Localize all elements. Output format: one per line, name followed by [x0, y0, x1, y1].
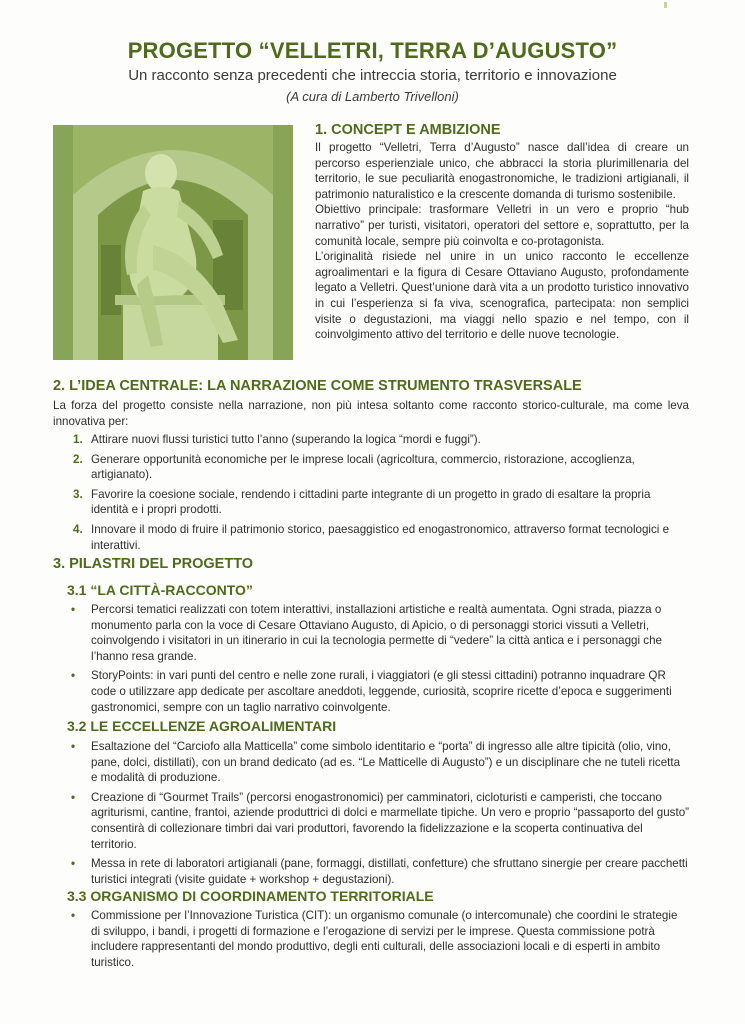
list-item-text: Generare opportunità economiche per le imprese locali (agricoltura, commercio, ristorazione, accoglienza, artigianato). — [91, 452, 635, 482]
bullet-icon: • — [71, 790, 76, 804]
subsection-3-2-list — [53, 739, 689, 891]
list-item — [53, 487, 689, 518]
scan-mark — [664, 2, 667, 8]
list-number: 4. — [73, 522, 83, 536]
originality-paragraph: L’originalità risiede nel unire in un unico racconto le eccellenze agroalimentari e la figura di Cesare Ottaviano Augusto, profondamente legato a Velletri. Quest’unione darà vita a un prodotto turistico innovativo in cui l’esperienza si fa viva, scenografica, partecipata: non semplici visite o degustazioni, ma viaggi nello spazio e nel tempo, con il coinvolgimento attivo del territorio e delle nuove tecnologie. — [315, 250, 689, 342]
subsection-3-1-list — [53, 602, 689, 719]
list-item — [53, 602, 689, 664]
list-item-text: StoryPoints: in vari punti del centro e nelle zone rurali, i viaggiatori (e gli stessi cittadini) potranno inquadrare QR code o utilizzare app dedicate per ascoltare aneddoti, leggende, curiosità, scoprire ricette d’epoca e suggerimenti gastronomici, sempre con un taglio narrativo coinvolgente. — [91, 669, 672, 714]
list-item — [53, 908, 689, 970]
bullet-icon: • — [71, 740, 76, 753]
statue-illustration — [53, 125, 293, 360]
list-number: 3. — [73, 487, 83, 501]
subsection-3-2-heading: 3.2 LE ECCELLENZE AGROALIMENTARI — [67, 718, 337, 734]
list-item — [53, 790, 689, 852]
section-1-body — [315, 140, 689, 343]
subsection-3-3-list — [53, 908, 689, 974]
list-item-text: Attirare nuovi flussi turistici tutto l’anno (superando la logica “mordi e fuggi”). — [91, 433, 481, 446]
document-title: PROGETTO “VELLETRI, TERRA D’AUGUSTO” — [127, 38, 618, 63]
list-item — [53, 432, 689, 448]
objective-paragraph: Obiettivo principale: trasformare Velletri in un vero e proprio “hub narrativo” per turisti, visitatori, operatori del settore e, soprattutto, per la comunità locale, sempre più coinvolta e co-protagonista. — [315, 203, 689, 248]
subsection-3-3-heading: 3.3 ORGANISMO DI COORDINAMENTO TERRITORIALE — [67, 888, 434, 904]
list-item-text: Messa in rete di laboratori artigianali (pane, formaggi, distillati, confetture) che sfruttano sinergie per creare pacchetti turistici integrati (visite guidate + workshop + degustazioni). — [91, 857, 688, 886]
section-2-heading: 2. L’IDEA CENTRALE: LA NARRAZIONE COME STRUMENTO TRASVERSALE — [53, 378, 582, 394]
list-number: 1. — [73, 433, 83, 446]
list-number: 2. — [73, 452, 83, 466]
list-item-text: Percorsi tematici realizzati con totem interattivi, installazioni artistiche e realtà aumentata. Ogni strada, piazza o monumento parla con la voce di Cesare Ottaviano Augusto, di Apicio, o di personaggi storici vissuti a Velletri, coinvolgendo i visitatori in un itinerario in cui la tecnologia permette di “vedere” la città antica e i personaggi che l’hanno resa grande. — [91, 603, 662, 663]
list-item — [53, 856, 689, 887]
list-item-text: Favorire la coesione sociale, rendendo i cittadini parte integrante di un progetto in grado di esaltare la propria identità e i propri prodotti. — [91, 487, 651, 517]
list-item-text: Creazione di “Gourmet Trails” (percorsi enogastronomici) per camminatori, cicloturisti e camperisti, che toccano agriturismi, cantine, frantoi, aziende produttrici di dolci e marmellate tipiche. Un vero e proprio “passaporto del gusto” consentirà di collezionare timbri dai vari produttori, favorendo la fidelizzazione e la scoperta continuativa del territorio. — [91, 790, 690, 851]
list-item — [53, 522, 689, 553]
list-item — [53, 739, 689, 786]
augustus-statue-photo — [53, 125, 293, 360]
list-item — [53, 668, 689, 715]
bullet-icon: • — [71, 909, 76, 922]
section-1-heading: 1. CONCEPT E AMBIZIONE — [315, 122, 501, 138]
bullet-icon: • — [71, 669, 76, 683]
document-subtitle: Un racconto senza precedenti che intreccia storia, territorio e innovazione — [128, 67, 617, 84]
subsection-3-1-heading: 3.1 “LA CITTÀ-RACCONTO” — [67, 582, 253, 598]
concept-paragraph: Il progetto “Velletri, Terra d’Augusto” nasce dall’idea di creare un percorso esperienziale unico, che abbracci la storia plurimillenaria del territorio, le sue peculiarità enogastronomiche, le tradizioni artigianali, il patrimonio naturalistico e la crescente domanda di turismo sostenibile. — [315, 141, 689, 201]
section-3-heading: 3. PILASTRI DEL PROGETTO — [53, 556, 254, 572]
section-2-list — [53, 432, 689, 557]
bullet-icon: • — [71, 603, 76, 616]
list-item — [53, 452, 689, 483]
list-item-text: Commissione per l’Innovazione Turistica (CIT): un organismo comunale (o intercomunale) che coordini le strategie di sviluppo, i bandi, i progetti di formazione e l’erogazione di servizi per le imprese. Questa commissione potrà includere rappresentanti del mondo produttivo, degli enti culturali, delle associazioni locali e di esperti in ambito turistico. — [91, 909, 678, 969]
bullet-icon: • — [71, 857, 76, 871]
section-2-intro: La forza del progetto consiste nella narrazione, non più intesa soltanto come racconto storico-culturale, ma come leva innovativa per: — [53, 399, 689, 428]
list-item-text: Innovare il modo di fruire il patrimonio storico, paesaggistico ed enogastronomico, attraverso format tecnologici e interattivi. — [91, 522, 670, 552]
list-item-text: Esaltazione del “Carciofo alla Matticella” come simbolo identitario e “porta” di ingresso alle altre tipicità (olio, vino, pane, dolci, distillati), con un brand dedicato (ad es. “Le Matticelle di Augusto”) e un disciplinare che ne tuteli ricetta e modalità di produzione. — [91, 740, 681, 785]
document-curator: (A cura di Lamberto Trivelloni) — [286, 89, 459, 104]
